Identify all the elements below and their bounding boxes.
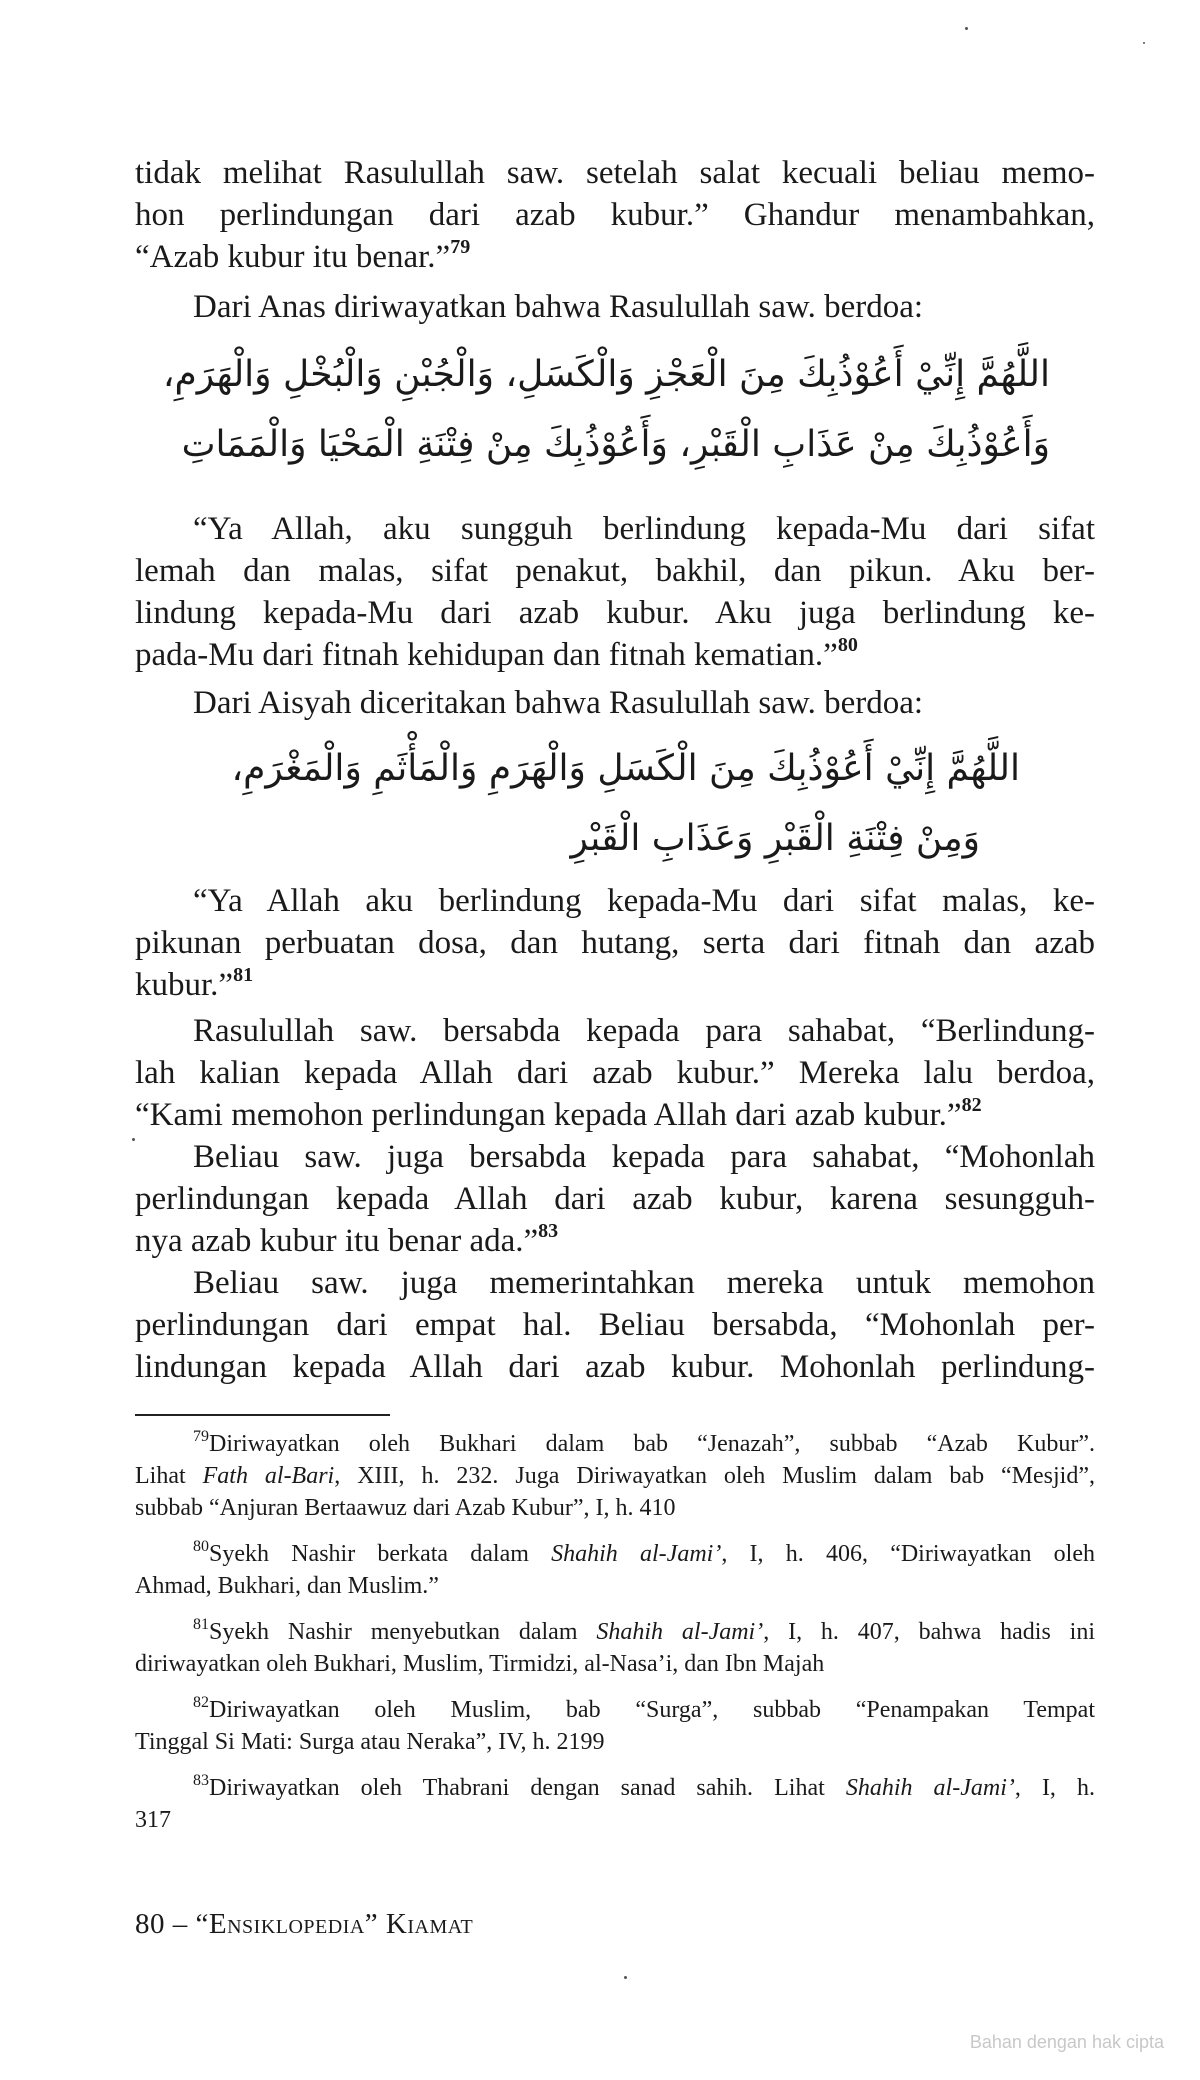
text-line: perlindungan dari empat hal. Beliau bersabda, “Mohonlah per- [135, 1307, 1095, 1343]
footnote-number: 80 [193, 1538, 209, 1555]
scan-speck [1143, 42, 1145, 44]
paragraph-6 [135, 1010, 1095, 1136]
page-footer [135, 1908, 473, 1941]
footnote-81 [135, 1616, 1095, 1680]
arabic-line: اللَّهُمَّ إِنِّيْ أَعُوْذُبِكَ مِنَ الْعَجْزِ وَالْكَسَلِ، وَالْجُبْنِ وَالْبُخْلِ وَالْهَرَمِ، [162, 354, 1050, 395]
text-line: “Kami memohon perlindungan kepada Allah dari azab kubur.”$^{82}$ [135, 1094, 982, 1133]
footnote-ref: 82 [961, 1094, 982, 1116]
footnote-text: Lihat Fath al-Bari, XIII, h. 232. Juga Diriwayatkan oleh Muslim dalam bab “Mesjid”, [135, 1463, 1096, 1489]
text-line: pada-Mu dari fitnah kehidupan dan fitnah kematian.”$^{80}$ [135, 634, 858, 673]
arabic-prayer-1 [162, 340, 1050, 480]
arabic-line: وَأَعُوْذُبِكَ مِنْ عَذَابِ الْقَبْرِ، وَأَعُوْذُبِكَ مِنْ فِتْنَةِ الْمَحْيَا وَالْمَمَاتِ [181, 424, 1050, 465]
arabic-prayer-2 [200, 734, 1020, 874]
footnote-text: diriwayatkan oleh Bukhari, Muslim, Tirmidzi, al-Nasa’i, dan Ibn Majah [135, 1651, 825, 1677]
footnote-ref: 80 [837, 634, 858, 656]
footnote-ref: 81 [233, 964, 254, 986]
paragraph-8 [135, 1262, 1095, 1388]
footnote-number: 81 [193, 1616, 209, 1633]
footnote-number: 79 [193, 1428, 209, 1445]
text-line: kubur.”$^{81}$ [135, 964, 254, 1003]
footnote-text: Tinggal Si Mati: Surga atau Neraka”, IV, h. 2199 [135, 1729, 605, 1755]
footnote-text: Ahmad, Bukhari, dan Muslim.” [135, 1573, 439, 1599]
text-line: nya azab kubur itu benar ada.”$^{83}$ [135, 1220, 559, 1259]
footnote-text: Diriwayatkan oleh Muslim, bab “Surga”, subbab “Penampakan Tempat [209, 1697, 1095, 1723]
text-line: lemah dan malas, sifat penakut, bakhil, dan pikun. Aku ber- [135, 553, 1095, 589]
text-line: Dari Aisyah diceritakan bahwa Rasulullah saw. berdoa: [193, 685, 924, 721]
paragraph-5 [135, 880, 1095, 1006]
footnote-text: subbab “Anjuran Bertaawuz dari Azab Kubur”, I, h. 410 [135, 1495, 676, 1521]
footer-separator: – [165, 1908, 196, 1940]
arabic-line: اللَّهُمَّ إِنِّيْ أَعُوْذُبِكَ مِنَ الْكَسَلِ وَالْهَرَمِ وَالْمَأْثَمِ وَالْمَغْرَمِ، [231, 748, 1020, 789]
footnote-82 [135, 1694, 1095, 1758]
footnote-83 [135, 1772, 1095, 1836]
footnote-ref: 79 [450, 236, 471, 258]
text-line: “Azab kubur itu benar.”$^{79}$ [135, 236, 471, 275]
footnote-text: Diriwayatkan oleh Bukhari dalam bab “Jenazah”, subbab “Azab Kubur”. [209, 1431, 1095, 1457]
footnote-text: Syekh Nashir menyebutkan dalam Shahih al-Jami’, I, h. 407, bahwa hadis ini [209, 1619, 1096, 1645]
footnote-79 [135, 1428, 1095, 1524]
text-line: “Ya Allah aku berlindung kepada-Mu dari sifat malas, ke- [193, 883, 1095, 919]
arabic-line: وَمِنْ فِتْنَةِ الْقَبْرِ وَعَذَابِ الْقَبْرِ [570, 818, 980, 859]
footnote-number: 82 [193, 1694, 209, 1711]
text-line: lindung kepada-Mu dari azab kubur. Aku juga berlindung ke- [135, 595, 1095, 631]
footnote-80 [135, 1538, 1095, 1602]
scan-speck [624, 1976, 627, 1979]
paragraph-3 [135, 508, 1095, 676]
scan-speck [132, 1138, 135, 1141]
text-line: Beliau saw. juga bersabda kepada para sahabat, “Mohonlah [193, 1139, 1095, 1175]
text-line: hon perlindungan dari azab kubur.” Ghandur menambahkan, [135, 197, 1095, 233]
text-line: pikunan perbuatan dosa, dan hutang, serta dari fitnah dan azab [135, 925, 1095, 961]
footnote-text: Diriwayatkan oleh Thabrani dengan sanad sahih. Lihat Shahih al-Jami’, I, h. [209, 1775, 1095, 1801]
footnote-text: Syekh Nashir berkata dalam Shahih al-Jami’, I, h. 406, “Diriwayatkan oleh [209, 1541, 1095, 1567]
text-line: “Ya Allah, aku sungguh berlindung kepada-Mu dari sifat [193, 511, 1095, 547]
book-title: “Ensiklopedia” Kiamat [195, 1908, 474, 1940]
scan-speck [965, 27, 968, 30]
paragraph-1 [135, 152, 1095, 278]
text-line: Dari Anas diriwayatkan bahwa Rasulullah saw. berdoa: [193, 289, 924, 325]
text-line: lindungan kepada Allah dari azab kubur. Mohonlah perlindung- [135, 1349, 1095, 1385]
footnote-number: 83 [193, 1772, 209, 1789]
text-line: tidak melihat Rasulullah saw. setelah salat kecuali beliau memo- [135, 155, 1095, 191]
page-number: 80 [135, 1908, 165, 1940]
text-line: Rasulullah saw. bersabda kepada para sahabat, “Berlindung- [193, 1013, 1095, 1049]
paragraph-4 [135, 682, 1095, 724]
footnotes [135, 1428, 1095, 1850]
copyright-watermark: Bahan dengan hak cipta [969, 2032, 1164, 2052]
footnote-ref: 83 [538, 1220, 559, 1242]
footnote-text: 317 [135, 1807, 171, 1833]
text-line: perlindungan kepada Allah dari azab kubur, karena sesungguh- [135, 1181, 1095, 1217]
text-line: lah kalian kepada Allah dari azab kubur.” Mereka lalu berdoa, [135, 1055, 1095, 1091]
footnote-rule [135, 1414, 390, 1416]
paragraph-7 [135, 1136, 1095, 1262]
paragraph-2 [135, 286, 1095, 328]
text-line: Beliau saw. juga memerintahkan mereka untuk memohon [193, 1265, 1095, 1301]
